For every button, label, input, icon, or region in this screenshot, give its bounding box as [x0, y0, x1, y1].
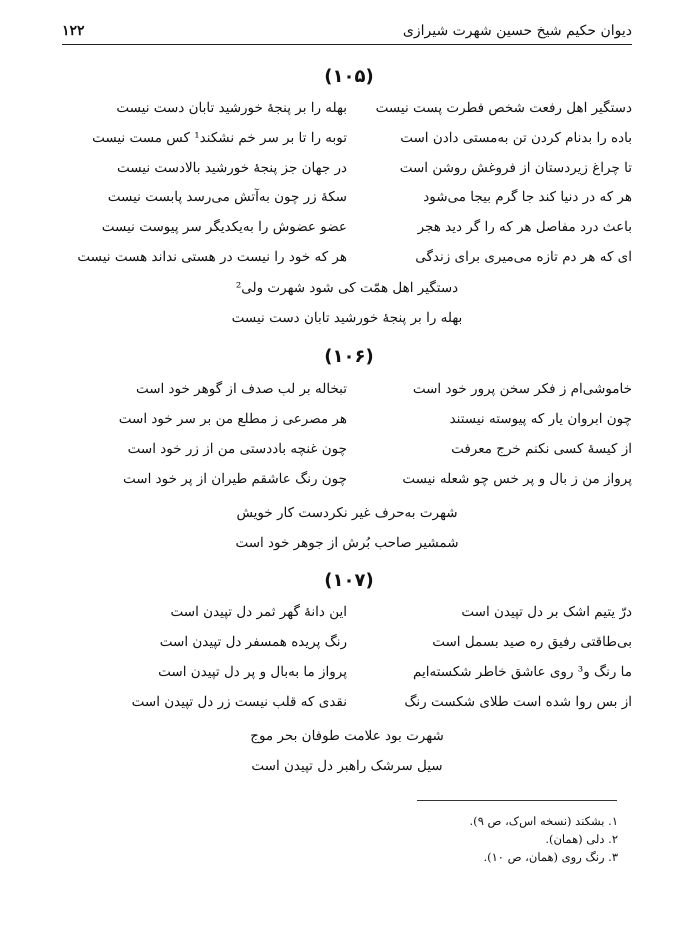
- hemistich-first: هر که در دنیا کند جا گرم بیجا می‌شود: [423, 189, 632, 205]
- hemistich-first: چون ابروان یار که پیوسته نیستند: [449, 411, 632, 427]
- couplet: [62, 186, 632, 208]
- hemistich-first: بی‌طاقتی رفیق ره صید بسمل است: [432, 634, 632, 650]
- couplet: [62, 691, 632, 713]
- hemistich-second: پرواز ما به‌بال و پر دل تپیدن است: [158, 664, 347, 680]
- closing-hemistich: شهرت بود علامت طوفان بحر موج: [250, 728, 444, 744]
- page-number: ۱۲۲: [62, 23, 85, 39]
- closing-hemistich: شمشیر صاحب بُرش از جوهر خود است: [235, 535, 459, 551]
- hemistich-first: درّ یتیم اشک بر دل تپیدن است: [461, 604, 632, 620]
- footnote-3: ۳. رنگ روی (همان، ص ۱۰).: [483, 850, 618, 864]
- hemistich-second: چون غنچه باددستی من از زر خود است: [127, 441, 347, 457]
- book-title: دیوان حکیم شیخ حسین شهرت شیرازی: [402, 23, 632, 39]
- couplet: [62, 408, 632, 430]
- hemistich-first: خاموشی‌ام ز فکر سخن پرور خود است: [412, 381, 632, 397]
- closing-hemistich: دستگیر اهل همّت کی شود شهرت ولی²: [235, 280, 459, 296]
- hemistich-second: این دانهٔ گهر ثمر دل تپیدن است: [170, 604, 347, 620]
- poem-number-105: (۱۰۵): [324, 66, 374, 87]
- couplet: [62, 438, 632, 460]
- couplet: [62, 601, 632, 623]
- hemistich-first: باده را بدنام کردن تن به‌مستی دادن است: [400, 130, 632, 146]
- couplet: [62, 97, 632, 119]
- hemistich-second: تبخاله بر لب صدف از گوهر خود است: [135, 381, 347, 397]
- closing-hemistich: سیل سرشک راهبر دل تپیدن است: [251, 758, 443, 774]
- couplet: [62, 631, 632, 653]
- hemistich-first: تا چراغ زیردستان از فروغش روشن است: [399, 160, 632, 176]
- hemistich-second: نقدی که قلب نیست زر دل تپیدن است: [131, 694, 347, 710]
- hemistich-first: از کیسهٔ کسی نکنم خرج معرفت: [451, 441, 632, 457]
- footnote-divider: [417, 800, 617, 801]
- couplet: [62, 661, 632, 683]
- couplet: [62, 468, 632, 490]
- hemistich-second: توبه را تا بر سر خم نشکند¹ کس مست نیست: [92, 130, 347, 146]
- poem-number-106: (۱۰۶): [324, 346, 374, 367]
- hemistich-first: باعث درد مفاصل هر که را گر دید هجر: [417, 219, 632, 235]
- couplet: [62, 216, 632, 238]
- hemistich-first: پرواز من ز بال و پر خس چو شعله نیست: [402, 471, 632, 487]
- hemistich-first: دستگیر اهل رفعت شخص فطرت پست نیست: [375, 100, 632, 116]
- poem-number-107: (۱۰۷): [324, 570, 374, 591]
- couplet: [62, 127, 632, 149]
- closing-hemistich: شهرت به‌حرف غیر نکردست کار خویش: [236, 505, 458, 521]
- footnote-1: ۱. بشکند (نسخه اس‌ک، ص ۹).: [469, 814, 618, 828]
- hemistich-first: ما رنگ و³ روی عاشق خاطر شکسته‌ایم: [412, 664, 632, 680]
- hemistich-second: هر که خود را نیست در هستی نداند هست نیست: [77, 249, 347, 265]
- hemistich-first: از بس روا شده است طلای شکست رنگ: [404, 694, 632, 710]
- hemistich-second: در جهان جز پنجهٔ خورشید بالادست نیست: [116, 160, 347, 176]
- hemistich-second: هر مصرعی ز مطلع من بر سر خود است: [118, 411, 347, 427]
- hemistich-second: چون رنگ عاشقم طیران از پر خود است: [123, 471, 347, 487]
- hemistich-first: ای که هر دم تازه می‌میری برای زندگی: [415, 249, 632, 265]
- hemistich-second: عضو عضوش را به‌یکدیگر سر پیوست نیست: [101, 219, 347, 235]
- hemistich-second: بهله را بر پنجهٔ خورشید تابان دست نیست: [116, 100, 347, 116]
- closing-hemistich: بهله را بر پنجهٔ خورشید تابان دست نیست: [231, 310, 463, 326]
- hemistich-second: رنگ پریده همسفر دل تپیدن است: [159, 634, 347, 650]
- page-header: [62, 18, 632, 45]
- couplet: [62, 378, 632, 400]
- couplet: [62, 246, 632, 268]
- couplet: [62, 157, 632, 179]
- footnote-2: ۲. دلی (همان).: [545, 832, 618, 846]
- hemistich-second: سکهٔ زر چون به‌آتش می‌رسد پابست نیست: [107, 189, 347, 205]
